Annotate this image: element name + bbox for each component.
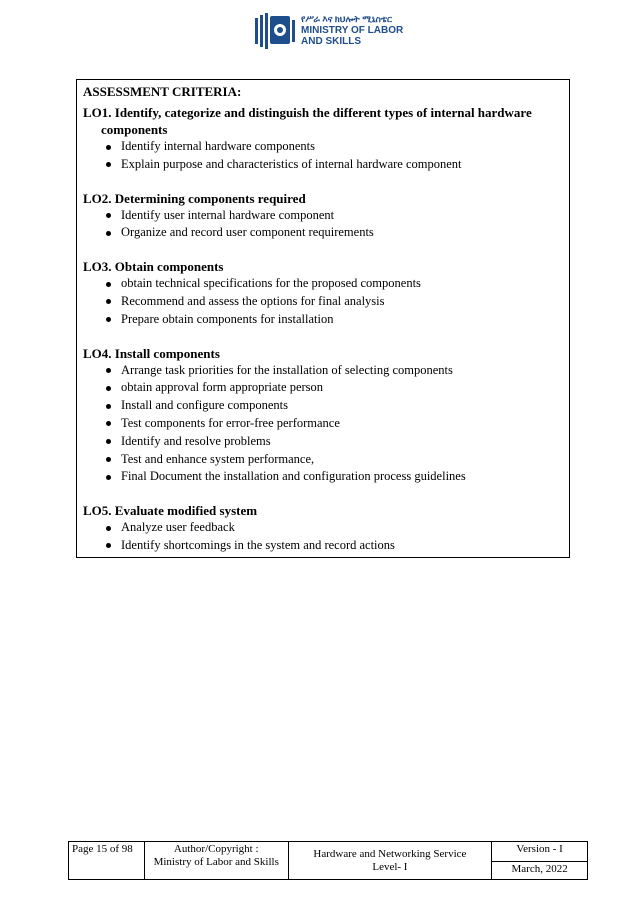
footer-author <box>144 842 288 880</box>
learning-outcome-heading: LO3. Obtain components <box>83 259 224 275</box>
criteria-item-text: Organize and record user component requirements <box>121 225 374 240</box>
criteria-list-item <box>83 468 563 486</box>
criteria-list-item <box>83 379 563 397</box>
footer-course <box>288 842 492 880</box>
criteria-item-text: Identify and resolve problems <box>121 433 271 448</box>
criteria-item-text: Test components for error-free performance <box>121 415 340 430</box>
criteria-item-text: Identify user internal hardware component <box>121 207 335 222</box>
criteria-item-text: Identify internal hardware components <box>121 139 316 153</box>
bullet-icon <box>106 457 111 462</box>
footer-page-number: Page 15 of 98 <box>69 842 145 880</box>
criteria-list-item <box>83 156 563 174</box>
criteria-list <box>83 519 563 555</box>
footer-author-name: Ministry of Labor and Skills <box>153 856 279 868</box>
ministry-logo-icon <box>255 12 297 50</box>
learning-outcome-heading: LO1. Identify, categorize and distinguish the different types of internal hardware components <box>83 105 532 137</box>
criteria-list-item <box>83 275 563 293</box>
criteria-list-item <box>83 519 563 537</box>
criteria-list-item <box>83 362 563 380</box>
learning-outcome-1 <box>83 104 563 174</box>
criteria-item-text: Recommend and assess the options for final analysis <box>121 293 385 308</box>
criteria-item-text: Final Document the installation and configuration process guidelines <box>121 469 466 484</box>
bullet-icon <box>106 231 111 236</box>
bullet-icon <box>106 439 111 444</box>
criteria-list-item <box>83 433 563 451</box>
criteria-item-text: Arrange task priorities for the installation of selecting components <box>121 362 453 377</box>
bullet-icon <box>106 213 111 218</box>
criteria-list <box>83 362 563 487</box>
learning-outcome-heading: LO2. Determining components required <box>83 190 306 206</box>
footer-course-level: Level- I <box>372 860 408 873</box>
criteria-list <box>83 275 563 328</box>
bullet-icon <box>106 162 111 167</box>
bullet-icon <box>106 299 111 304</box>
learning-outcome-5 <box>83 502 563 555</box>
bullet-icon <box>106 526 111 531</box>
criteria-item-text: Test and enhance system performance, <box>121 451 315 466</box>
criteria-list-item <box>83 293 563 311</box>
learning-outcome-3 <box>83 258 563 328</box>
page-footer <box>68 841 588 880</box>
learning-outcome-heading: LO5. Evaluate modified system <box>83 503 258 519</box>
assessment-criteria-box <box>76 79 570 558</box>
bullet-icon <box>106 404 111 409</box>
bullet-icon <box>106 475 111 480</box>
criteria-item-text: Explain purpose and characteristics of internal hardware component <box>121 156 462 171</box>
ministry-logo <box>255 12 415 52</box>
criteria-item-text: obtain approval form appropriate person <box>121 380 324 395</box>
logo-line1: MINISTRY OF LABOR <box>301 25 404 36</box>
criteria-list-item <box>83 397 563 415</box>
criteria-item-text: Analyze user feedback <box>121 520 235 535</box>
footer-author-label: Author/Copyright : <box>173 843 259 855</box>
bullet-icon <box>106 317 111 322</box>
logo-line2: AND SKILLS <box>301 36 361 47</box>
criteria-item-text: Prepare obtain components for installation <box>121 311 334 326</box>
logo-amharic-text: የሥራ እና ክህሎት ሚኒስቴር <box>301 14 393 24</box>
learning-outcome-2 <box>83 190 563 243</box>
criteria-list-item <box>83 311 563 329</box>
criteria-list <box>83 138 563 174</box>
criteria-title: ASSESSMENT CRITERIA: <box>83 84 242 99</box>
learning-outcome-4 <box>83 345 563 487</box>
footer-date: March, 2022 <box>492 862 588 880</box>
criteria-list-item <box>83 415 563 433</box>
bullet-icon <box>106 368 111 373</box>
learning-outcome-heading: LO4. Install components <box>83 345 220 361</box>
footer-course-title: Hardware and Networking Service <box>313 847 467 860</box>
bullet-icon <box>106 421 111 426</box>
bullet-icon <box>106 386 111 391</box>
bullet-icon <box>106 282 111 287</box>
bullet-icon <box>106 145 111 150</box>
criteria-list-item <box>83 537 563 555</box>
learning-outcomes <box>83 104 563 555</box>
criteria-list-item <box>83 207 563 225</box>
criteria-list-item <box>83 224 563 242</box>
criteria-item-text: Identify shortcomings in the system and record actions <box>121 537 395 552</box>
footer-version: Version - I <box>492 842 588 862</box>
criteria-list-item <box>83 138 563 156</box>
criteria-item-text: Install and configure components <box>121 398 288 413</box>
bullet-icon <box>106 543 111 548</box>
criteria-list <box>83 207 563 243</box>
criteria-list-item <box>83 451 563 469</box>
criteria-item-text: obtain technical specifications for the proposed components <box>121 276 421 291</box>
